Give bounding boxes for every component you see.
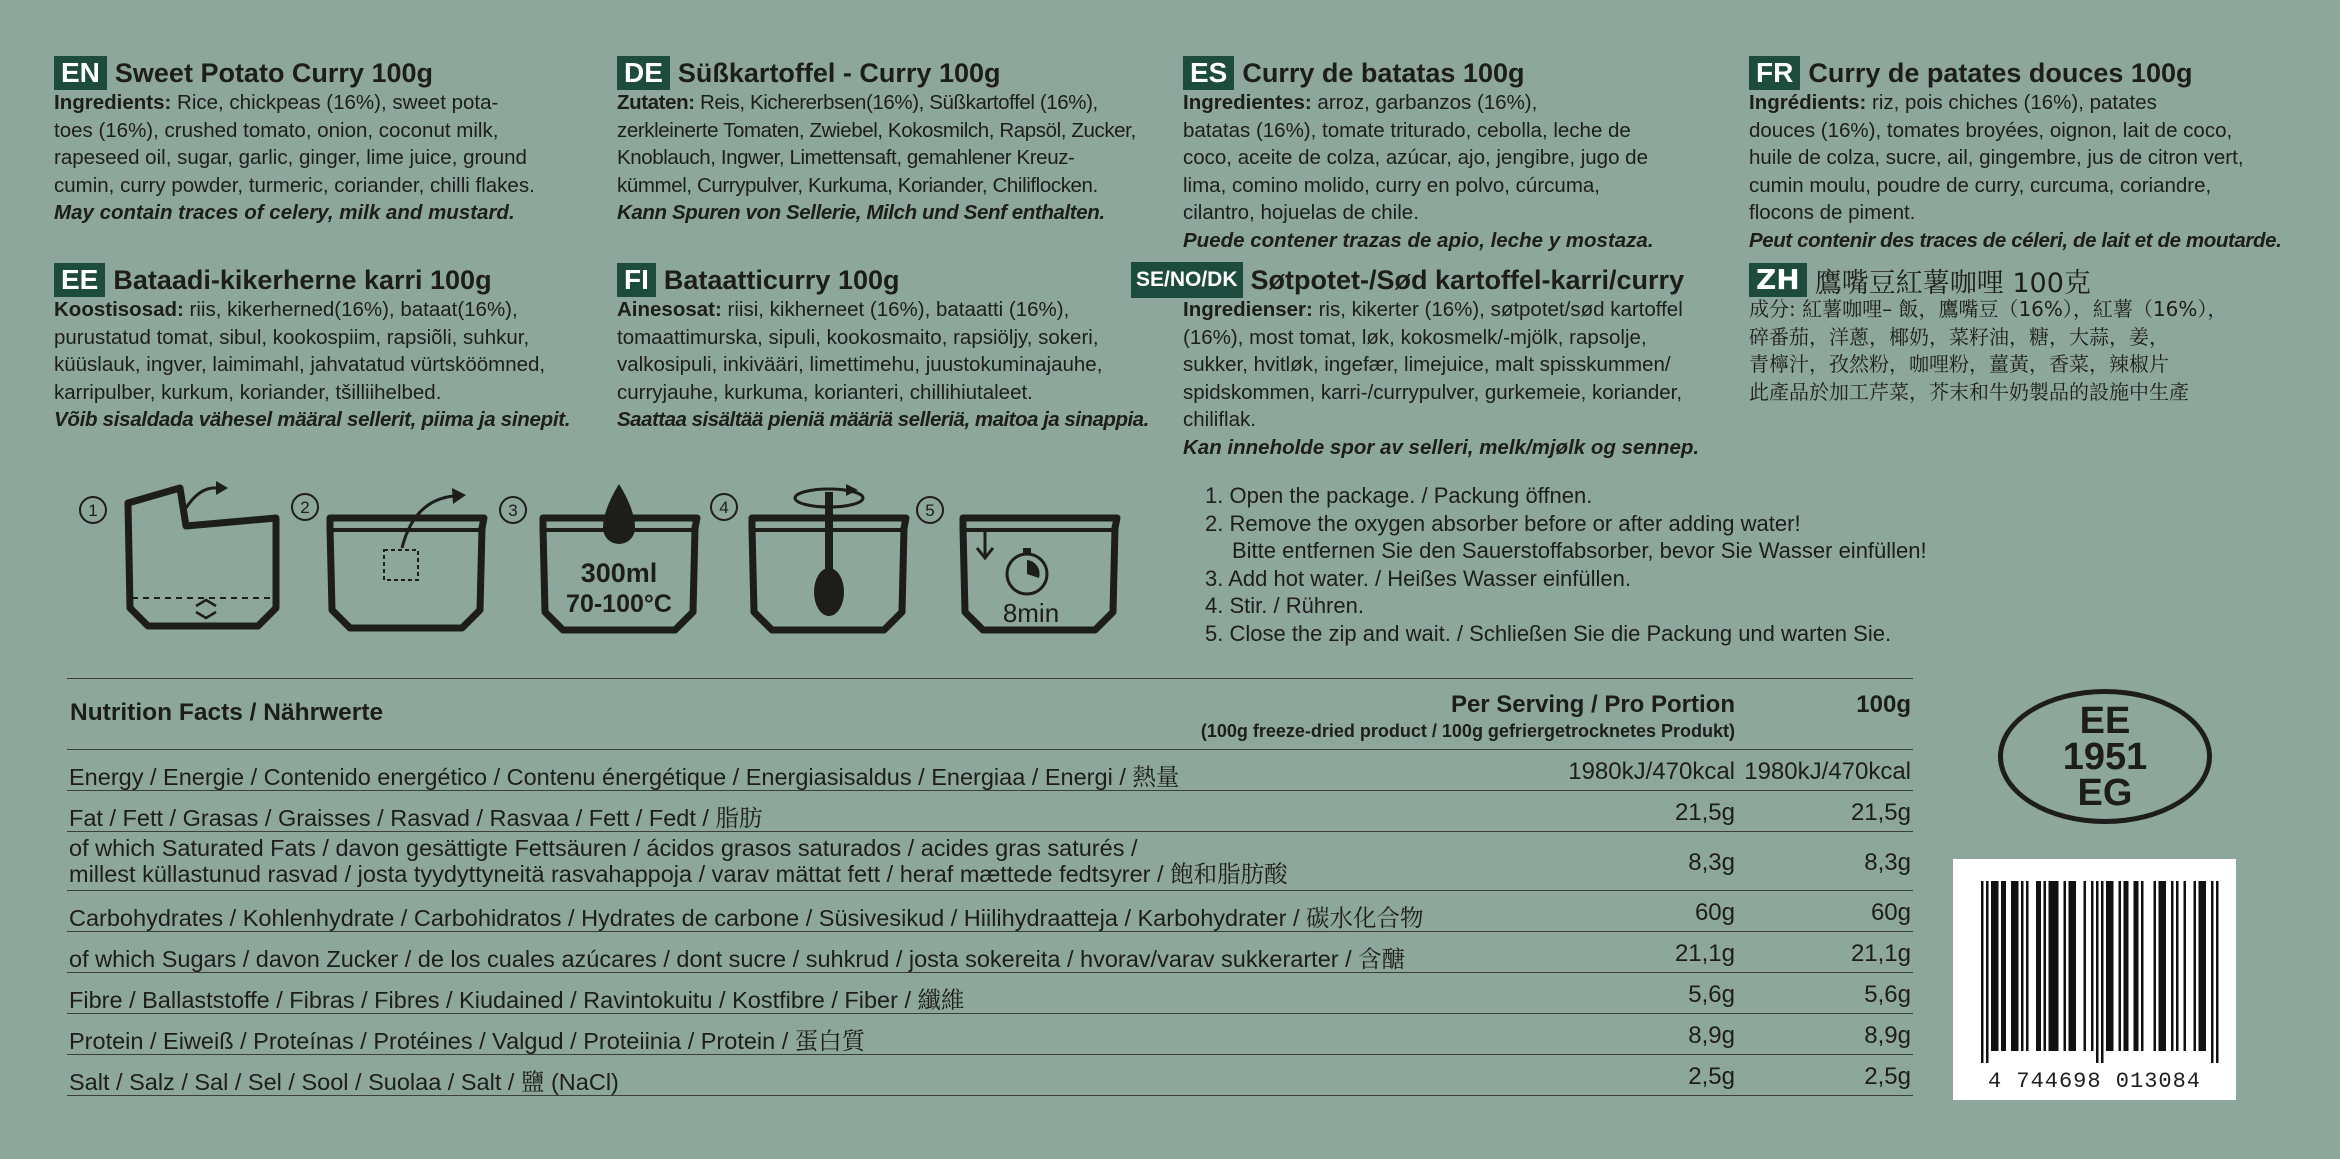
per-100g-value: 21,5g bbox=[1850, 799, 1911, 826]
per-100g-value: 1980kJ/470kcal bbox=[1744, 758, 1911, 785]
nutrition-table bbox=[67, 678, 1913, 1096]
per-100g-value: 8,3g bbox=[1864, 849, 1911, 876]
lang-block-zh bbox=[1749, 262, 2329, 406]
per-serving-subheader: (100g freeze-dried product / 100g gefriergetrocknetes Produkt) bbox=[1200, 721, 1735, 741]
nutrition-row bbox=[67, 831, 1913, 890]
barcode-bar bbox=[2026, 881, 2029, 1051]
per-serving-value: 8,9g bbox=[1688, 1022, 1735, 1049]
allergen-trace: Võib sisaldada vähesel määral sellerit, piima ja sinepit. bbox=[54, 408, 571, 431]
barcode-bar bbox=[2069, 881, 2072, 1051]
barcode-bar bbox=[2091, 881, 2094, 1051]
product-title: Søtpotet-/Sød kartoffel-karri/curry bbox=[1250, 264, 1685, 295]
per-100g-value: 21,1g bbox=[1850, 940, 1911, 967]
nutrient-label: Carbohydrates / Kohlenhydrate / Carbohidratos / Hydrates de carbone / Süsivesikud / Hiilihydraatteja / Karbohydrater / 碳水化合物 bbox=[69, 905, 1424, 931]
per-100g-value: 2,5g bbox=[1864, 1063, 1911, 1090]
product-title: Bataatticurry 100g bbox=[663, 264, 900, 295]
per-serving-value: 21,5g bbox=[1674, 799, 1735, 826]
barcode-bar bbox=[2101, 881, 2104, 1063]
barcode-bar bbox=[1991, 881, 1994, 1051]
per-serving-value: 8,3g bbox=[1688, 849, 1735, 876]
lang-badge: FI bbox=[617, 263, 656, 297]
barcode-bar bbox=[2044, 881, 2047, 1051]
step-line: 1. Open the package. / Packung öffnen. bbox=[1205, 483, 1593, 508]
step-number-5 bbox=[914, 494, 946, 532]
barcode-bar bbox=[2159, 881, 2162, 1051]
barcode-bar bbox=[2204, 881, 2207, 1051]
barcode-bar bbox=[2126, 881, 2129, 1051]
ingredients: Ingredients: Rice, chickpeas (16%), sweet pota- toes (16%), crushed tomato, onion, coconut milk, rapeseed oil, sugar, garlic, ginger, lime juice, ground cumin, curry powder, turmeric, coriander, chilli flakes. bbox=[54, 91, 535, 197]
svg-text:1: 1 bbox=[88, 501, 98, 520]
nutrition-row bbox=[67, 790, 1913, 831]
lang-block-se-no-dk bbox=[1131, 262, 1741, 461]
barcode-bar bbox=[2211, 881, 2214, 1063]
svg-text:3: 3 bbox=[508, 501, 518, 520]
barcode-bar bbox=[2154, 881, 2157, 1051]
nutrition-header bbox=[67, 678, 1913, 749]
barcode-bar bbox=[2096, 881, 2099, 1063]
barcode-digits: 4 744698 013084 bbox=[1987, 1069, 2202, 1094]
allergen-trace: Puede contener trazas de apio, leche y mostaza. bbox=[1183, 228, 1654, 252]
eu-mark-country: EE bbox=[2079, 699, 2131, 742]
ingredients: Ingrédients: riz, pois chiches (16%), patates douces (16%), tomates broyées, oignon, lait de coco, huile de colza, sucre, ail, gingembre, jus de citron vert, cumin moulu, poudre de curry, curcuma, coriandre, flocons de piment. bbox=[1749, 91, 2244, 224]
barcode-bar bbox=[2109, 881, 2112, 1051]
remove-absorber-icon bbox=[322, 478, 490, 643]
per-serving-header: Per Serving / Pro Portion bbox=[1450, 691, 1735, 718]
barcode-bar bbox=[2004, 881, 2007, 1051]
step-line: 2. Remove the oxygen absorber before or after adding water! bbox=[1205, 510, 1801, 536]
barcode-bar bbox=[2161, 881, 2164, 1051]
product-title: Bataadi-kikerherne karri 100g bbox=[113, 264, 492, 295]
barcode-bar bbox=[2011, 881, 2014, 1051]
barcode-bar bbox=[2201, 881, 2204, 1051]
barcode-bar bbox=[2014, 881, 2017, 1051]
barcode-bar bbox=[2056, 881, 2059, 1051]
step-line: 5. Close the zip and wait. / Schließen Sie die Packung und warten Sie. bbox=[1205, 620, 1892, 646]
nutrition-row bbox=[67, 972, 1913, 1013]
barcode-bar bbox=[2039, 881, 2042, 1051]
barcode-bar bbox=[2199, 881, 2202, 1051]
per-100g-value: 5,6g bbox=[1864, 981, 1911, 1008]
product-title: Curry de batatas 100g bbox=[1242, 57, 1525, 88]
per-100g-value: 8,9g bbox=[1864, 1022, 1911, 1049]
nutrient-label: Protein / Eiweiß / Proteínas / Protéines / Valgud / Proteiinia / Protein / 蛋白質 bbox=[69, 1028, 866, 1054]
nutrition-row bbox=[67, 931, 1913, 972]
barcode-bars bbox=[1953, 859, 2236, 1069]
barcode-bar bbox=[2084, 881, 2087, 1051]
barcode-bar bbox=[2049, 881, 2052, 1051]
barcode-bar bbox=[2176, 881, 2179, 1051]
step-number-3 bbox=[497, 494, 529, 532]
barcode-bar bbox=[2136, 881, 2139, 1051]
lang-block-ee bbox=[54, 262, 609, 433]
barcode-bar bbox=[2064, 881, 2067, 1051]
nutrition-row bbox=[67, 1013, 1913, 1054]
barcode-bar bbox=[2134, 881, 2137, 1051]
barcode-bar bbox=[2119, 881, 2122, 1051]
ingredients: Ingredientes: arroz, garbanzos (16%), batatas (16%), tomate triturado, cebolla, leche de coco, aceite de colza, azúcar, ajo, jengibre, jugo de lima, comino molido, curry en polvo, cúrcuma, cilantro, hojuelas de chile. bbox=[1183, 91, 1648, 224]
allergen-trace: Kan inneholde spor av selleri, melk/mjølk og sennep. bbox=[1183, 435, 1700, 459]
svg-text:5: 5 bbox=[925, 501, 935, 520]
per-100g-value: 60g bbox=[1870, 899, 1911, 926]
per-serving-value: 5,6g bbox=[1688, 981, 1735, 1008]
nutrient-label: of which Saturated Fats / davon gesättigte Fettsäuren / ácidos grasos saturados / acides gras saturés / millest küllastunud rasvad / josta tyydyttyneitä rasvahappoja / varav mättat fett / heraf mættede fedtsyrer / 飽和脂肪酸 bbox=[69, 835, 1288, 887]
nutrition-row bbox=[67, 1054, 1913, 1096]
per-serving-value: 21,1g bbox=[1674, 940, 1735, 967]
nutrient-label: of which Sugars / davon Zucker / de los cuales azúcares / dont sucre / suhkrud / josta sokereita / hvorav/varav sukkerarter / 含醣 bbox=[69, 946, 1406, 972]
wait-time: 8min bbox=[1002, 598, 1060, 628]
per-100g-header: 100g bbox=[1856, 691, 1911, 718]
barcode-bar bbox=[2194, 881, 2197, 1051]
nutrition-row bbox=[67, 749, 1913, 790]
allergen-trace: May contain traces of celery, milk and mustard. bbox=[54, 201, 515, 224]
step-number-1 bbox=[77, 494, 109, 532]
svg-text:4: 4 bbox=[719, 498, 729, 517]
per-serving-value: 2,5g bbox=[1688, 1063, 1735, 1090]
per-serving-value: 60g bbox=[1694, 899, 1735, 926]
barcode-bar bbox=[2164, 881, 2167, 1051]
barcode-bar bbox=[1994, 881, 1997, 1051]
barcode-bar bbox=[2124, 881, 2127, 1051]
barcode-bar bbox=[2051, 881, 2054, 1051]
step-line: 4. Stir. / Rühren. bbox=[1205, 593, 1364, 618]
water-amount: 300ml bbox=[580, 558, 658, 588]
barcode-bar bbox=[2141, 881, 2144, 1051]
open-package-icon bbox=[118, 478, 293, 643]
nutrient-label: Fat / Fett / Grasas / Graisses / Rasvad / Rasvaa / Fett / Fedt / 脂肪 bbox=[69, 805, 763, 831]
allergen-trace: Peut contenir des traces de céleri, de lait et de moutarde. bbox=[1749, 228, 2282, 252]
barcode-bar bbox=[2074, 881, 2077, 1051]
lang-block-es bbox=[1183, 55, 1738, 254]
per-serving-value: 1980kJ/470kcal bbox=[1568, 758, 1735, 785]
barcode-bar bbox=[2111, 881, 2114, 1051]
eu-mark-number: 1951 bbox=[2062, 735, 2148, 778]
nutrient-label: Energy / Energie / Contenido energético / Contenu énergétique / Energiasisaldus / Energiaa / Energi / 熱量 bbox=[69, 764, 1180, 790]
lang-badge: ES bbox=[1183, 56, 1234, 90]
lang-badge: DE bbox=[617, 56, 670, 90]
eu-mark-region: EG bbox=[2077, 771, 2133, 814]
add-water-icon bbox=[535, 478, 703, 645]
product-title: 鷹嘴豆紅薯咖哩 100克 bbox=[1814, 267, 2091, 299]
ingredients: Koostisosad: riis, kikerherned(16%), bataat(16%), purustatud tomat, sibul, kookospiim, rapsiõli, suhkur, küüslauk, ingver, laimimahl, jahvatatud vürtsköömned, karripulber, kurkum, koriander, tšilliihelbed. bbox=[54, 298, 546, 404]
barcode-bar bbox=[2021, 881, 2024, 1051]
wait-timer-icon bbox=[955, 478, 1125, 647]
barcode-bar bbox=[2001, 881, 2004, 1051]
nutrient-label: Salt / Salz / Sal / Sel / Sool / Suolaa / Salt / 鹽 (NaCl) bbox=[69, 1069, 619, 1095]
ingredients: Ingredienser: ris, kikerter (16%), søtpotet/sød kartoffel (16%), most tomat, løk, kokosmelk/-mjölk, rapsolje, sukker, hvitløk, ingefær, limejuice, malt spisskummen/ spidskommen, karri-/currypulver, gurkemeie, koriander, chiliflak. bbox=[1183, 298, 1683, 431]
ingredients: 成分: 紅薯咖哩– 飯，鷹嘴豆（16%），紅薯（16%）， 碎番茄，洋蔥，椰奶，菜籽油，糖，大蒜，姜， 青檸汁，孜然粉，咖哩粉，薑黃，香菜，辣椒片 此產品於加工芹菜，芥末和牛奶製品的設施中生產 bbox=[1749, 297, 2228, 404]
water-temp: 70-100°C bbox=[566, 590, 672, 618]
nutrient-label: Fibre / Ballaststoffe / Fibras / Fibres / Kiudained / Ravintokuitu / Kostfibre / Fiber / 纖維 bbox=[69, 987, 965, 1013]
lang-block-fr bbox=[1749, 55, 2304, 254]
preparation-steps bbox=[1205, 482, 1927, 647]
lang-badge: ZH bbox=[1749, 263, 1807, 297]
barcode-bar bbox=[2016, 881, 2019, 1051]
barcode-bar bbox=[2071, 881, 2074, 1051]
step-line: 3. Add hot water. / Heißes Wasser einfüllen. bbox=[1205, 565, 1631, 591]
product-title: Süßkartoffel - Curry 100g bbox=[677, 57, 1001, 88]
lang-badge: EE bbox=[54, 263, 105, 297]
lang-block-fi bbox=[617, 262, 1172, 433]
barcode-bar bbox=[2216, 881, 2219, 1063]
barcode bbox=[1953, 859, 2236, 1100]
ingredients: Zutaten: Reis, Kichererbsen(16%), Süßkartoffel (16%), zerkleinerte Tomaten, Zwiebel, Kokosmilch, Rapsöl, Zucker, Knoblauch, Ingwer, Limettensaft, gemahlener Kreuz- kümmel, Currypulver, Kurkuma, Koriander, Chiliflocken. bbox=[617, 91, 1136, 197]
step-line: Bitte entfernen Sie den Sauerstoffabsorber, bevor Sie Wasser einfüllen! bbox=[1232, 538, 1927, 563]
lang-block-en bbox=[54, 55, 609, 226]
lang-badge: EN bbox=[54, 56, 107, 90]
barcode-bar bbox=[2106, 881, 2109, 1051]
barcode-bar bbox=[2171, 881, 2174, 1051]
barcode-bar bbox=[2036, 881, 2039, 1051]
lang-block-de bbox=[617, 55, 1172, 226]
barcode-bar bbox=[1986, 881, 1989, 1063]
step-number-4 bbox=[708, 491, 740, 529]
nutrition-row bbox=[67, 890, 1913, 931]
product-title: Curry de patates douces 100g bbox=[1808, 57, 2193, 88]
barcode-bar bbox=[2184, 881, 2187, 1051]
allergen-trace: Saattaa sisältää pieniä määriä selleriä, maitoa ja sinappia. bbox=[617, 408, 1149, 431]
ingredients: Ainesosat: riisi, kikherneet (16%), bataatti (16%), tomaattimurska, sipuli, kookosmaito, rapsiöljy, sokeri, valkosipuli, inkivääri, limettimehu, juustokuminajauhe, curryjauhe, kurkuma, korianteri, chillihiutaleet. bbox=[617, 298, 1103, 404]
step-number-2 bbox=[289, 491, 321, 529]
stir-icon bbox=[744, 474, 914, 645]
barcode-bar bbox=[1981, 881, 1984, 1063]
product-title: Sweet Potato Curry 100g bbox=[114, 57, 433, 88]
eu-approval-mark bbox=[1998, 689, 2212, 824]
barcode-bar bbox=[1996, 881, 1999, 1051]
allergen-trace: Kann Spuren von Sellerie, Milch und Senf enthalten. bbox=[617, 201, 1105, 224]
nutrition-title: Nutrition Facts / Nährwerte bbox=[70, 699, 384, 726]
lang-badge: SE/NO/DK bbox=[1131, 262, 1243, 298]
lang-badge: FR bbox=[1749, 56, 1800, 90]
barcode-bar bbox=[2054, 881, 2057, 1051]
svg-text:2: 2 bbox=[300, 498, 310, 517]
